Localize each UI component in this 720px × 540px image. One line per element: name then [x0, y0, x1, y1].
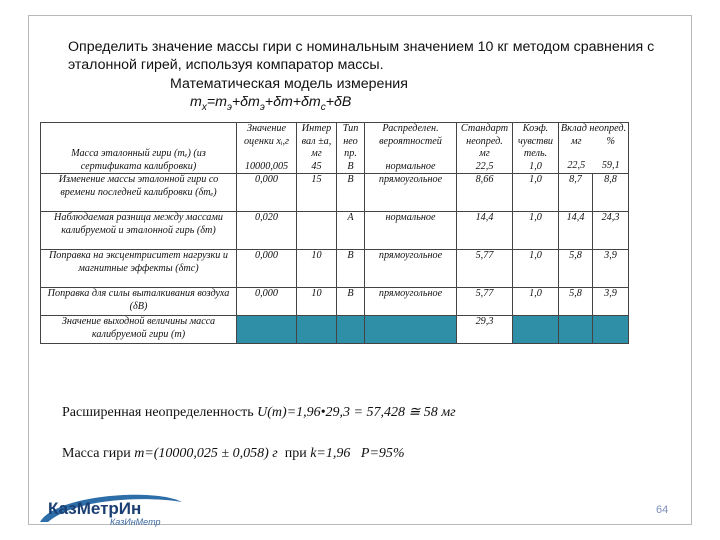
cell-coef: 1,0 — [513, 174, 559, 212]
cell-coef: 1,0 — [529, 160, 542, 172]
cell-std: 14,4 — [457, 212, 513, 250]
filled-cell — [593, 316, 629, 344]
filled-cell — [237, 316, 297, 344]
intro-text: Определить значение массы гири с номинальным значением 10 кг методом сравнения с эталонной гирей, используя компаратор массы. — [68, 39, 655, 73]
cell-interval: 45 — [311, 160, 322, 172]
mass-middle: при — [284, 446, 307, 461]
table-row-label: Наблюдаемая разница между массами калибруемой и эталонной гирь (δm) — [41, 212, 237, 250]
mass-k: k=1,96 — [310, 446, 351, 461]
mass-p: P=95% — [360, 446, 405, 461]
cell-contrib-mg: 8,7 — [559, 174, 593, 212]
cell-interval: 10 — [297, 288, 337, 316]
header-contrib: Вклад неопред. — [560, 123, 627, 134]
cell-contrib-mg: 14,4 — [559, 212, 593, 250]
cell-distribution: нормальное — [385, 160, 436, 172]
mass-formula: m=(10000,025 ± 0,058) г — [134, 446, 278, 461]
cell-value: 0,000 — [237, 250, 297, 288]
cell-interval: 15 — [297, 174, 337, 212]
cell-contrib-mg: 5,8 — [559, 288, 593, 316]
cell-contrib-pct: 3,9 — [593, 250, 629, 288]
kazmetrin-logo — [36, 492, 186, 528]
cell-distribution: прямоугольное — [365, 288, 457, 316]
table-row-label: Значение выходной величины масса калибруемой гири (m) — [41, 316, 237, 344]
expanded-uncertainty — [62, 404, 456, 421]
table-output-row — [41, 316, 629, 344]
cell-std: 5,77 — [457, 250, 513, 288]
cell-type: В — [347, 160, 354, 172]
table-row-label: Масса эталонный гири (mₑ) (из сертификата калибровки) — [71, 148, 206, 172]
header-coef: Коэф. чувстви тель. — [517, 123, 554, 159]
header-interval: Интер вал ±a, мг — [301, 123, 332, 159]
header-contrib-pct: % — [606, 135, 615, 147]
model-title: Математическая модель измерения — [170, 76, 408, 92]
expanded-formula: U(m)=1,96•29,3 = 57,428 ≅ 58 мг — [257, 405, 456, 420]
cell-distribution: прямоугольное — [365, 250, 457, 288]
cell-contrib-pct: 59,1 — [601, 160, 620, 171]
header-type: Тип нео пр. — [342, 123, 359, 159]
mass-result — [62, 446, 405, 462]
table-row-label: Поправка на эксцентриситет нагрузки и магнитные эффекты (δmc) — [41, 250, 237, 288]
cell-value: 0,000 — [237, 174, 297, 212]
cell-coef: 1,0 — [513, 288, 559, 316]
cell-value: 0,000 — [237, 288, 297, 316]
mass-prefix: Масса гири — [62, 446, 131, 461]
header-std: Стандарт неопред. мг — [460, 123, 509, 159]
cell-value: 10000,005 — [244, 160, 289, 172]
table-row — [41, 212, 629, 250]
header-contrib-mg: мг — [571, 135, 582, 147]
page-number: 64 — [656, 504, 669, 516]
table-row — [41, 250, 629, 288]
cell-type: В — [337, 174, 365, 212]
cell-distribution: нормальное — [365, 212, 457, 250]
cell-coef: 1,0 — [513, 250, 559, 288]
cell-std: 29,3 — [457, 316, 513, 344]
filled-cell — [297, 316, 337, 344]
table-header-row — [41, 123, 629, 174]
cell-type: В — [337, 250, 365, 288]
logo-sub-text: КазИнМетр — [110, 517, 161, 527]
cell-distribution: прямоугольное — [365, 174, 457, 212]
cell-interval: 10 — [297, 250, 337, 288]
cell-contrib-mg: 5,8 — [559, 250, 593, 288]
cell-std: 8,66 — [457, 174, 513, 212]
cell-std: 5,77 — [457, 288, 513, 316]
expanded-prefix: Расширенная неопределенность — [62, 405, 254, 420]
filled-cell — [365, 316, 457, 344]
cell-contrib-pct: 8,8 — [593, 174, 629, 212]
model-formula: $m_x=m_э+\delta m_э+\delta m+\delta m_c+\delta B$ — [190, 94, 352, 113]
cell-coef: 1,0 — [513, 212, 559, 250]
header-distribution: Распределен. вероятностей — [379, 123, 442, 147]
table-row-label: Поправка для силы выталкивания воздуха (δB) — [41, 288, 237, 316]
filled-cell — [337, 316, 365, 344]
cell-value: 0,020 — [237, 212, 297, 250]
header-value: Значение оценки xᵢ,г — [243, 123, 290, 147]
cell-type: А — [337, 212, 365, 250]
table-row — [41, 288, 629, 316]
table-row-label: Изменение массы эталонной гири со времени последней калибровки (δmₑ) — [41, 174, 237, 212]
cell-contrib-pct: 3,9 — [593, 288, 629, 316]
uncertainty-budget-table — [40, 122, 629, 344]
cell-type: В — [337, 288, 365, 316]
table-row — [41, 174, 629, 212]
cell-std: 22,5 — [475, 160, 494, 172]
filled-cell — [513, 316, 559, 344]
cell-contrib-pct: 24,3 — [593, 212, 629, 250]
cell-interval — [297, 212, 337, 250]
cell-contrib-mg: 22,5 — [567, 160, 586, 171]
filled-cell — [559, 316, 593, 344]
logo-main-text: КазМетрИн — [48, 499, 142, 518]
